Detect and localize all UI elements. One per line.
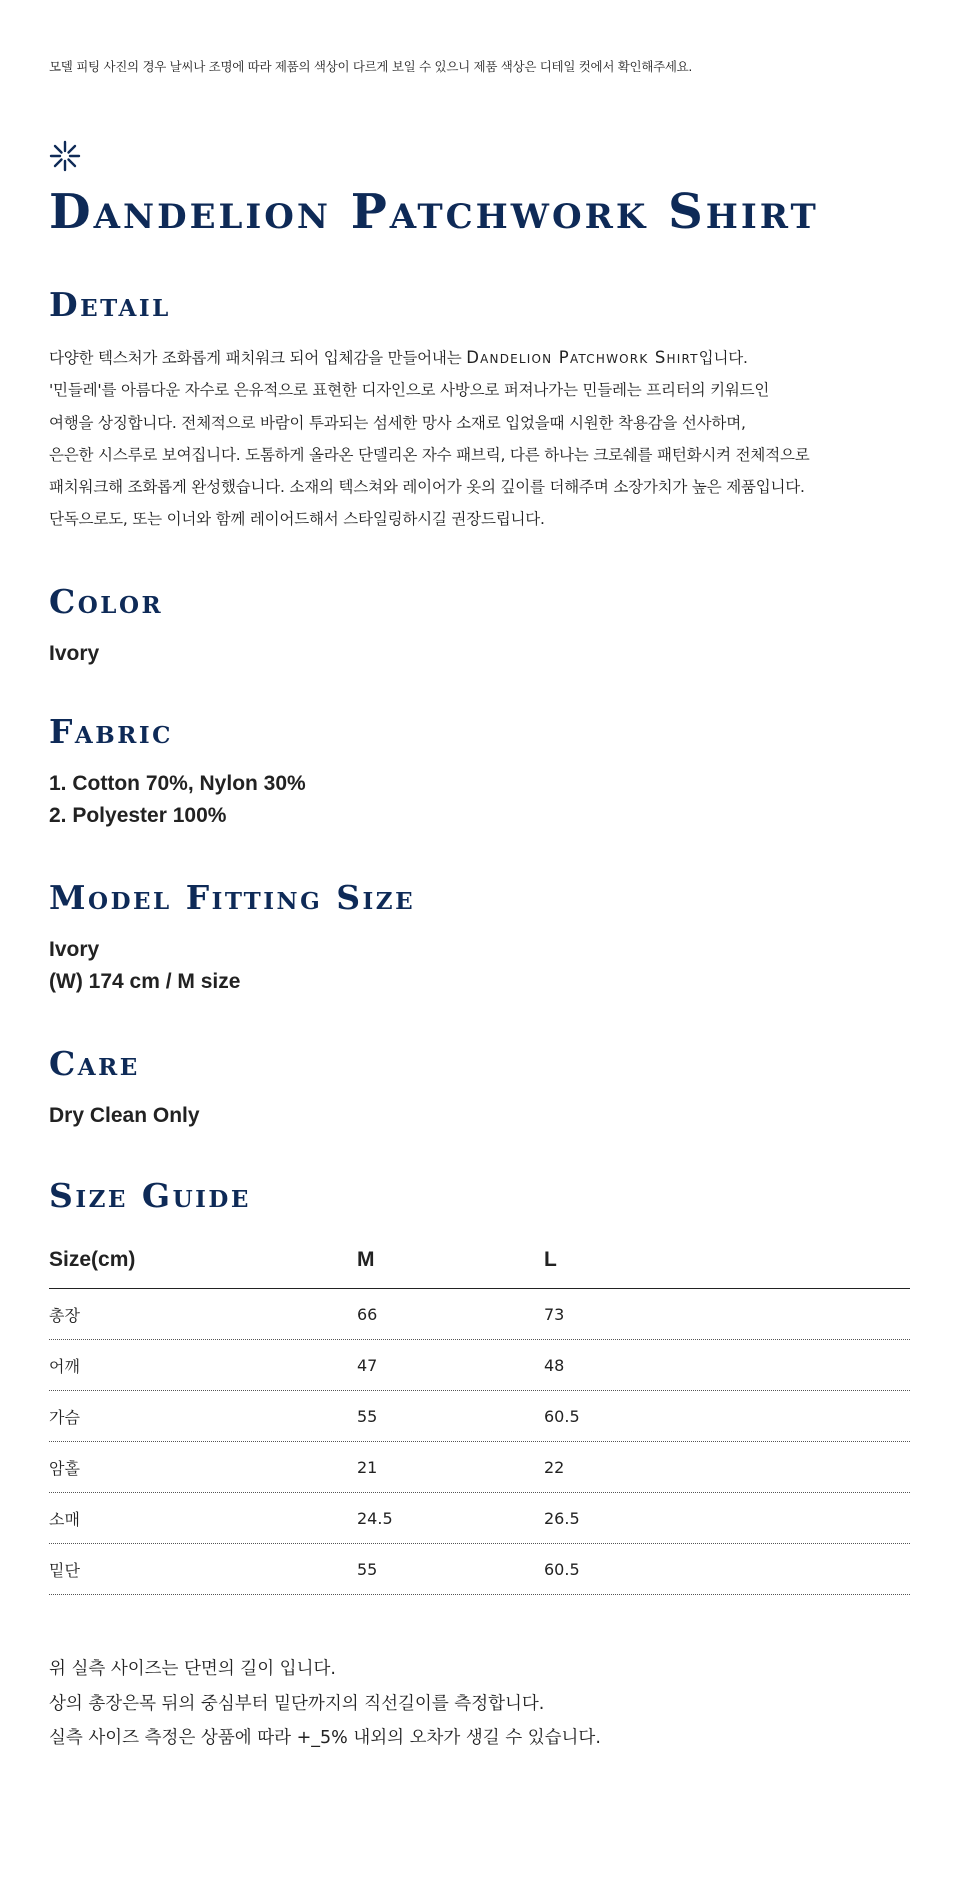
row-m-value: 47: [357, 1355, 378, 1375]
row-l-value: 60.5: [544, 1406, 580, 1426]
detail-line-2: '민들레'를 아름다운 자수로 은유적으로 표현한 디자인으로 사방으로 퍼져나가는 민들레는 프리터의 키워드인: [49, 381, 770, 400]
model-line-1: Ivory: [49, 938, 100, 961]
care-value-text: Dry Clean Only: [49, 1104, 200, 1127]
product-title: Dandelion Patchwork Shirt: [49, 184, 819, 240]
fabric-value: [49, 768, 306, 832]
color-heading: Color: [49, 582, 164, 621]
row-label: 가슴: [49, 1407, 80, 1427]
model-fitting-heading: Model Fitting Size: [49, 878, 416, 917]
detail-line-6: 단독으로도, 또는 이너와 함께 레이어드해서 스타일링하시길 권장드립니다.: [49, 510, 545, 529]
detail-line-3: 여행을 상징합니다. 전체적으로 바람이 투과되는 섬세한 망사 소재로 입었을때 시원한 착용감을 선사하며,: [49, 413, 746, 432]
row-label: 소매: [49, 1509, 80, 1529]
note-line-1: 위 실측 사이즈는 단면의 길이 입니다.: [49, 1659, 336, 1679]
fabric-line-1: 1. Cotton 70%, Nylon 30%: [49, 772, 306, 795]
row-label: 암홀: [49, 1458, 80, 1478]
table-row: [49, 1544, 910, 1595]
model-fitting-value: [49, 934, 240, 998]
detail-description: [49, 342, 929, 536]
row-m-value: 55: [357, 1559, 378, 1579]
row-l-value: 48: [544, 1355, 565, 1375]
color-notice: 모델 피팅 사진의 경우 날씨나 조명에 따라 제품의 색상이 다르게 보일 수 있으니 제품 색상은 디테일 컷에서 확인해주세요.: [49, 59, 693, 74]
row-l-value: 22: [544, 1457, 565, 1477]
care-heading: Care: [49, 1044, 140, 1083]
fabric-heading: Fabric: [49, 712, 173, 751]
detail-product-name: Dandelion Patchwork Shirt: [466, 348, 699, 367]
header-m: M: [357, 1248, 375, 1271]
asterisk-flower-icon: [49, 140, 81, 172]
row-m-value: 55: [357, 1406, 378, 1426]
row-l-value: 60.5: [544, 1559, 580, 1579]
row-m-value: 66: [357, 1304, 378, 1324]
table-row: [49, 1289, 910, 1340]
note-line-2: 상의 총장은목 뒤의 중심부터 밑단까지의 직선길이를 측정합니다.: [49, 1693, 545, 1714]
header-l: L: [544, 1248, 557, 1271]
color-value-text: Ivory: [49, 642, 100, 665]
row-label: 어깨: [49, 1356, 80, 1376]
model-line-2: (W) 174 cm / M size: [49, 970, 241, 993]
detail-line-1-post: 입니다.: [698, 349, 748, 367]
table-row: [49, 1493, 910, 1544]
size-table-header: [49, 1232, 910, 1289]
row-m-value: 24.5: [357, 1508, 393, 1528]
detail-line-1-pre: 다양한 텍스처가 조화롭게 패치워크 되어 입체감을 만들어내는: [49, 349, 467, 367]
table-row: [49, 1442, 910, 1493]
care-value: [49, 1100, 200, 1132]
row-l-value: 73: [544, 1304, 565, 1324]
detail-line-4: 은은한 시스루로 보여집니다. 도톰하게 올라온 단델리온 자수 패브릭, 다른 하나는 크로쉐를 패턴화시켜 전체적으로: [49, 445, 810, 464]
row-label: 밑단: [49, 1560, 80, 1580]
header-size: Size(cm): [49, 1248, 136, 1271]
fabric-line-2: 2. Polyester 100%: [49, 804, 227, 827]
detail-line-5: 패치워크해 조화롭게 완성했습니다. 소재의 텍스쳐와 레이어가 옷의 깊이를 더해주며 소장가치가 높은 제품입니다.: [49, 478, 805, 497]
row-l-value: 26.5: [544, 1508, 580, 1528]
color-value: [49, 638, 99, 670]
note-line-3: 실측 사이즈 측정은 상품에 따라 +_5% 내외의 오차가 생길 수 있습니다.: [49, 1728, 601, 1748]
table-row: [49, 1340, 910, 1391]
size-guide-heading: Size Guide: [49, 1176, 251, 1215]
row-m-value: 21: [357, 1457, 378, 1477]
detail-heading: Detail: [49, 285, 171, 324]
detail-line-1: [49, 342, 929, 374]
measurement-notes: [49, 1652, 601, 1756]
table-row: [49, 1391, 910, 1442]
size-guide-table: [49, 1232, 910, 1595]
row-label: 총장: [49, 1305, 80, 1325]
